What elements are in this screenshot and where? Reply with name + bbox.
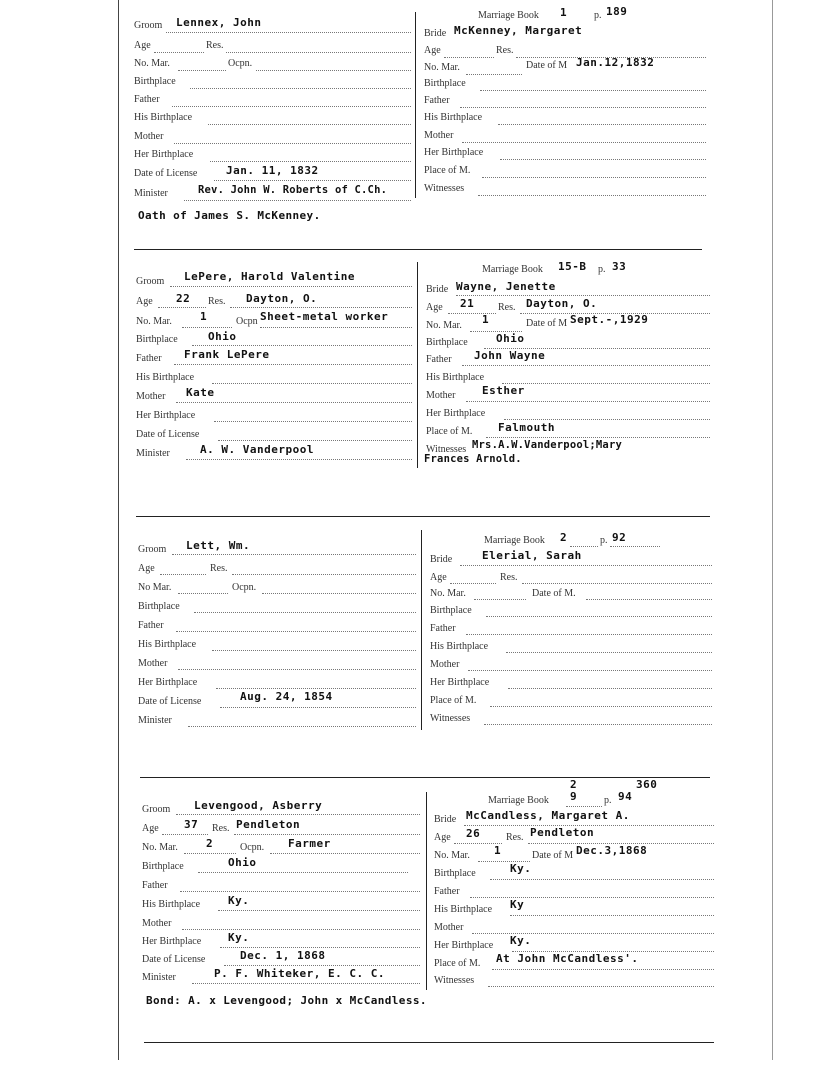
bride-mother-label: Mother	[430, 659, 460, 670]
witnesses-label: Witnesses	[434, 975, 475, 986]
no-mar-value: 1	[200, 310, 208, 323]
groom-label: Groom	[134, 20, 163, 31]
record-4-divider	[426, 792, 427, 990]
bride-res-value: Dayton, O.	[526, 297, 598, 310]
minister-value: P. F. Whiteker, E. C. C.	[214, 967, 385, 980]
bride-father-value: John Wayne	[474, 349, 546, 362]
place-of-m-value: Falmouth	[498, 421, 555, 434]
date-of-m-label: Date of M.	[532, 588, 576, 599]
bride-birthplace-label: Birthplace	[424, 78, 466, 89]
birthplace-value: Ohio	[208, 330, 237, 343]
age-label: Age	[134, 40, 151, 51]
birthplace-label: Birthplace	[134, 76, 176, 87]
minister-value: Rev. John W. Roberts of C.Ch.	[198, 184, 388, 196]
bride-no-mar-label: No. Mar.	[424, 62, 460, 73]
bride-birthplace-value: Ohio	[496, 332, 525, 345]
bride-her-birthplace-label: Her Birthplace	[426, 408, 486, 419]
page-label: p.	[600, 535, 608, 546]
record-note: Bond: A. x Levengood; John x McCandless.	[146, 994, 427, 1007]
bride-age-label: Age	[424, 45, 441, 56]
age-label: Age	[142, 823, 159, 834]
marriage-book-label: Marriage Book	[488, 795, 549, 806]
date-of-license-value: Dec. 1, 1868	[240, 949, 326, 962]
res-value: Dayton, O.	[246, 292, 318, 305]
her-birthplace-label: Her Birthplace	[142, 936, 202, 947]
marriage-book-value: 9	[570, 790, 578, 803]
witnesses-value-2: Frances Arnold.	[424, 453, 522, 465]
ocpn-value: Farmer	[288, 837, 331, 850]
bride-his-birthplace-label: His Birthplace	[424, 112, 483, 123]
bride-name: McKenney, Margaret	[454, 24, 583, 37]
ocpn-value: Sheet-metal worker	[260, 310, 389, 323]
ocpn-label: Ocpn.	[240, 842, 265, 853]
record-separator	[134, 249, 702, 250]
page-top: 360	[636, 778, 658, 791]
page-edge-right	[772, 0, 773, 1060]
record-note: Oath of James S. McKenney.	[138, 209, 321, 222]
bride-no-mar-value: 1	[494, 844, 502, 857]
minister-label: Minister	[142, 972, 176, 983]
bride-name: Wayne, Jenette	[456, 280, 556, 293]
marriage-book-top: 2	[570, 778, 578, 791]
mother-label: Mother	[142, 918, 172, 929]
date-of-m-value: Sept.-,1929	[570, 313, 649, 326]
date-of-license-label: Date of License	[134, 168, 198, 179]
record-2-divider	[417, 262, 418, 468]
bride-age-value: 21	[460, 297, 475, 310]
bride-label: Bride	[430, 554, 453, 565]
date-of-m-value: Dec.3,1868	[576, 844, 648, 857]
bride-res-label: Res.	[496, 45, 514, 56]
marriage-book-value: 2	[560, 531, 568, 544]
bride-no-mar-label: No. Mar.	[426, 320, 462, 331]
her-birthplace-label: Her Birthplace	[134, 149, 194, 160]
bride-label: Bride	[424, 28, 447, 39]
page-value: 189	[606, 5, 628, 18]
date-of-m-label: Date of M	[526, 60, 568, 71]
father-label: Father	[142, 880, 168, 891]
mother-label: Mother	[134, 131, 164, 142]
res-value: Pendleton	[236, 818, 301, 831]
place-of-m-label: Place of M.	[426, 426, 473, 437]
bride-age-value: 26	[466, 827, 481, 840]
bride-birthplace-value: Ky.	[510, 862, 532, 875]
birthplace-label: Birthplace	[142, 861, 184, 872]
his-birthplace-label: His Birthplace	[142, 899, 201, 910]
bride-birthplace-label: Birthplace	[426, 337, 468, 348]
bride-his-birthplace-label: His Birthplace	[434, 904, 493, 915]
bride-father-label: Father	[424, 95, 450, 106]
page-label: p.	[598, 264, 606, 275]
bride-her-birthplace-value: Ky.	[510, 934, 532, 947]
marriage-book-label: Marriage Book	[478, 10, 539, 21]
father-label: Father	[136, 353, 162, 364]
page-value: 33	[612, 260, 627, 273]
res-label: Res.	[208, 296, 226, 307]
bride-res-label: Res.	[500, 572, 518, 583]
bride-res-value: Pendleton	[530, 826, 595, 839]
bride-father-label: Father	[430, 623, 456, 634]
no-mar-label: No. Mar.	[136, 316, 172, 327]
age-label: Age	[138, 563, 155, 574]
date-of-license-label: Date of License	[142, 954, 206, 965]
age-value: 37	[184, 818, 199, 831]
page-value: 94	[618, 790, 633, 803]
date-of-license-label: Date of License	[136, 429, 200, 440]
page-label: p.	[594, 10, 602, 21]
groom-name: Levengood, Asberry	[194, 799, 323, 812]
witnesses-label: Witnesses	[430, 713, 471, 724]
minister-label: Minister	[136, 448, 170, 459]
date-of-license-value: Jan. 11, 1832	[226, 164, 319, 177]
record-separator	[144, 1042, 714, 1043]
date-of-license-label: Date of License	[138, 696, 202, 707]
age-value: 22	[176, 292, 191, 305]
his-birthplace-value: Ky.	[228, 894, 250, 907]
place-of-m-label: Place of M.	[430, 695, 477, 706]
bride-mother-value: Esther	[482, 384, 525, 397]
page-value: 92	[612, 531, 627, 544]
mother-value: Kate	[186, 386, 215, 399]
ocpn-label: Ocpn	[236, 316, 258, 327]
birthplace-label: Birthplace	[138, 601, 180, 612]
father-label: Father	[138, 620, 164, 631]
record-separator	[136, 516, 710, 517]
his-birthplace-label: His Birthplace	[138, 639, 197, 650]
bride-his-birthplace-label: His Birthplace	[430, 641, 489, 652]
marriage-book-label: Marriage Book	[482, 264, 543, 275]
bride-label: Bride	[434, 814, 457, 825]
bride-his-birthplace-label: His Birthplace	[426, 372, 485, 383]
place-of-m-value: At John McCandless'.	[496, 952, 639, 965]
bride-birthplace-label: Birthplace	[434, 868, 476, 879]
bride-no-mar-value: 1	[482, 313, 490, 326]
date-of-m-value: Jan.12,1832	[576, 56, 655, 69]
age-label: Age	[136, 296, 153, 307]
minister-label: Minister	[134, 188, 168, 199]
bride-age-label: Age	[434, 832, 451, 843]
bride-label: Bride	[426, 284, 449, 295]
his-birthplace-label: His Birthplace	[136, 372, 195, 383]
bride-name: Elerial, Sarah	[482, 549, 582, 562]
ocpn-label: Ocpn.	[232, 582, 257, 593]
her-birthplace-value: Ky.	[228, 931, 250, 944]
witnesses-value-1: Mrs.A.W.Vanderpool;Mary	[472, 439, 622, 451]
bride-no-mar-label: No. Mar.	[434, 850, 470, 861]
father-value: Frank LePere	[184, 348, 270, 361]
groom-label: Groom	[136, 276, 165, 287]
groom-name: Lennex, John	[176, 16, 262, 29]
date-of-m-label: Date of M	[526, 318, 568, 329]
bride-age-label: Age	[430, 572, 447, 583]
bride-his-birthplace-value: Ky	[510, 898, 525, 911]
record-1-divider	[415, 12, 416, 198]
marriage-book-label: Marriage Book	[484, 535, 545, 546]
page-label: p.	[604, 795, 612, 806]
page-edge-left	[118, 0, 119, 1060]
bride-her-birthplace-label: Her Birthplace	[430, 677, 490, 688]
bride-birthplace-label: Birthplace	[430, 605, 472, 616]
bride-her-birthplace-label: Her Birthplace	[424, 147, 484, 158]
mother-label: Mother	[136, 391, 166, 402]
marriage-book-value: 1	[560, 6, 568, 19]
bride-mother-label: Mother	[424, 130, 454, 141]
groom-label: Groom	[142, 804, 171, 815]
place-of-m-label: Place of M.	[434, 958, 481, 969]
his-birthplace-label: His Birthplace	[134, 112, 193, 123]
date-of-m-label: Date of M	[532, 850, 574, 861]
bride-mother-label: Mother	[426, 390, 456, 401]
bride-no-mar-label: No. Mar.	[430, 588, 466, 599]
birthplace-value: Ohio	[228, 856, 257, 869]
minister-label: Minister	[138, 715, 172, 726]
record-separator	[140, 777, 710, 778]
father-label: Father	[134, 94, 160, 105]
bride-father-label: Father	[434, 886, 460, 897]
ocpn-label: Ocpn.	[228, 58, 253, 69]
her-birthplace-label: Her Birthplace	[136, 410, 196, 421]
minister-value: A. W. Vanderpool	[200, 443, 314, 456]
no-mar-label: No Mar.	[138, 582, 172, 593]
groom-name: Lett, Wm.	[186, 539, 251, 552]
no-mar-value: 2	[206, 837, 214, 850]
res-label: Res.	[206, 40, 224, 51]
bride-mother-label: Mother	[434, 922, 464, 933]
witnesses-label: Witnesses	[424, 183, 465, 194]
groom-label: Groom	[138, 544, 167, 555]
bride-name: McCandless, Margaret A.	[466, 809, 630, 822]
her-birthplace-label: Her Birthplace	[138, 677, 198, 688]
groom-name: LePere, Harold Valentine	[184, 270, 355, 283]
place-of-m-label: Place of M.	[424, 165, 471, 176]
date-of-license-value: Aug. 24, 1854	[240, 690, 333, 703]
record-3-divider	[421, 530, 422, 730]
res-label: Res.	[212, 823, 230, 834]
bride-res-label: Res.	[506, 832, 524, 843]
no-mar-label: No. Mar.	[134, 58, 170, 69]
birthplace-label: Birthplace	[136, 334, 178, 345]
no-mar-label: No. Mar.	[142, 842, 178, 853]
witnesses-label: Witnesses	[426, 444, 467, 455]
bride-age-label: Age	[426, 302, 443, 313]
mother-label: Mother	[138, 658, 168, 669]
bride-res-label: Res.	[498, 302, 516, 313]
res-label: Res.	[210, 563, 228, 574]
bride-father-label: Father	[426, 354, 452, 365]
bride-her-birthplace-label: Her Birthplace	[434, 940, 494, 951]
marriage-book-value: 15-B	[558, 260, 587, 273]
